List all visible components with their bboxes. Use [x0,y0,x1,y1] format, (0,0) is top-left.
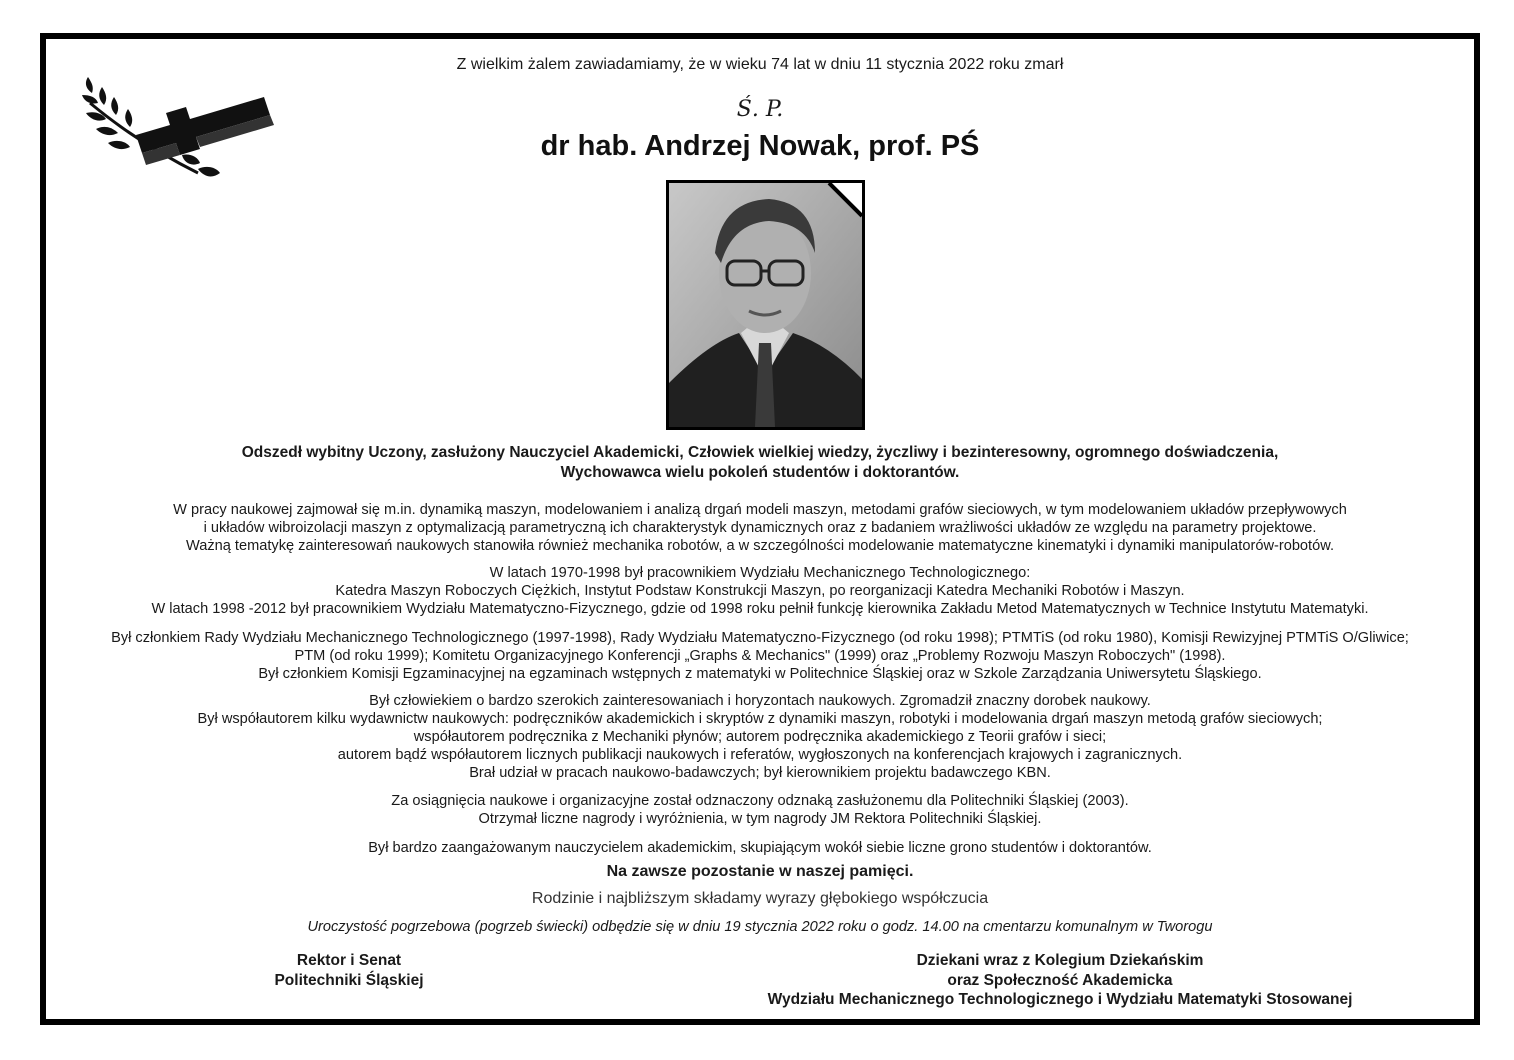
awards-paragraph: Za osiągnięcia naukowe i organizacyjne został odznaczony odznaką zasłużonemu dla Politechniki Śląskiej (2003). Otrzymał liczne nagrody i wyróżnienia, w tym nagrody JM Rektora Politechniki Śląskiej. [391,793,1129,827]
condolences-line: Rodzinie i najbliższym składamy wyrazy głębokiego współczucia [531,890,989,907]
cross-with-palm-branch-icon [78,73,274,183]
signature-right: Dziekani wraz z Kolegium Dziekańskim oraz Społeczność Akademicka Wydziału Mechanicznego Technologicznego i Wydziału Matematyki Stosowanej [767,952,1353,1008]
signature-left: Rektor i Senat Politechniki Śląskiej [274,952,424,989]
sp-abbreviation: Ś. P. [736,97,784,122]
achievements-paragraph: Był człowiekiem o bardzo szerokich zainteresowaniach i horyzontach naukowych. Zgromadził znaczny dorobek naukowy. Był współautorem kilku wydawnictw naukowych: podręczników akademickich i skryptów z dynamiki maszyn, robotyki i modelowania drgań maszyn metodą grafów sieciowych; współautorem podręcznika z Mechaniki płynów; autorem podręcznika akademickiego z Teorii grafów i sieci; autorem bądź współautorem licznych publikacji naukowych i referatów, wygłoszonych na konferencjach krajowych i zagranicznych. Brał udział w pracach naukowo-badawczych; był kierownikiem projektu badawczego KBN. [197,693,1323,781]
announcement-lead: Z wielkim żalem zawiadamiamy, że w wieku 74 lat w dniu 11 stycznia 2022 roku zmarł [456,56,1064,73]
deceased-name: dr hab. Andrzej Nowak, prof. PŚ [540,130,980,162]
research-paragraph: W pracy naukowej zajmował się m.in. dynamiką maszyn, modelowaniem i analizą drgań modeli maszyn, metodami grafów sieciowych, w tym modelowaniem układów przepływowych i układów wibroizolacji maszyn z optymalizacją parametryczną ich charakterystyk dynamicznych oraz z badaniem wrażliwości układów ze względu na parametry projektowe. Ważną tematykę zainteresowań naukowych stanowiła również mechanika robotów, a w szczególności modelowanie matematyczne kinematyki i dynamiki manipulatorów-robotów. [173,502,1347,554]
funeral-info: Uroczystość pogrzebowa (pogrzeb świecki) odbędzie się w dniu 19 stycznia 2022 roku o godz. 14.00 na cmentarzu komunalnym w Tworogu [307,919,1213,935]
tribute-text: Odszedł wybitny Uczony, zasłużony Nauczyciel Akademicki, Człowiek wielkiej wiedzy, życzliwy i bezinteresowny, ogromnego doświadczenia, Wychowawca wielu pokoleń studentów i doktorantów. [241,444,1279,481]
obituary-frame [40,33,1480,1025]
teacher-paragraph: Był bardzo zaangażowanym nauczycielem akademickim, skupiającym wokół siebie liczne grono studentów i doktorantów. [368,840,1152,856]
memory-line: Na zawsze pozostanie w naszej pamięci. [606,863,914,880]
career-paragraph: W latach 1970-1998 był pracownikiem Wydziału Mechanicznego Technologicznego: Katedra Maszyn Roboczych Ciężkich, Instytut Podstaw Konstrukcji Maszyn, po reorganizacji Katedra Mechaniki Robotów i Maszyn. W latach 1998 -2012 był pracownikiem Wydziału Matematyczno-Fizycznego, gdzie od 1998 roku pełnił funkcję kierownika Zakładu Metod Matematycznych w Technice Instytutu Matematyki. [151,565,1369,617]
portrait-image [669,183,862,427]
portrait-photo [666,180,865,430]
membership-paragraph: Był członkiem Rady Wydziału Mechanicznego Technologicznego (1997-1998), Rady Wydziału Matematyczno-Fizycznego (od roku 1998); PTMTiS (od roku 1980), Komisji Rewizyjnej PTMTiS O/Gliwice; PTM (od roku 1999); Komitetu Organizacyjnego Konferencji „Graphs & Mechanics" (1999) oraz „Problemy Rozwoju Maszyn Roboczych" (1998). Był członkiem Komisji Egzaminacyjnej na egzaminach wstępnych z matematyki w Politechnice Śląskiej oraz w Szkole Zarządzania Uniwersytetu Śląskiego. [111,630,1409,682]
